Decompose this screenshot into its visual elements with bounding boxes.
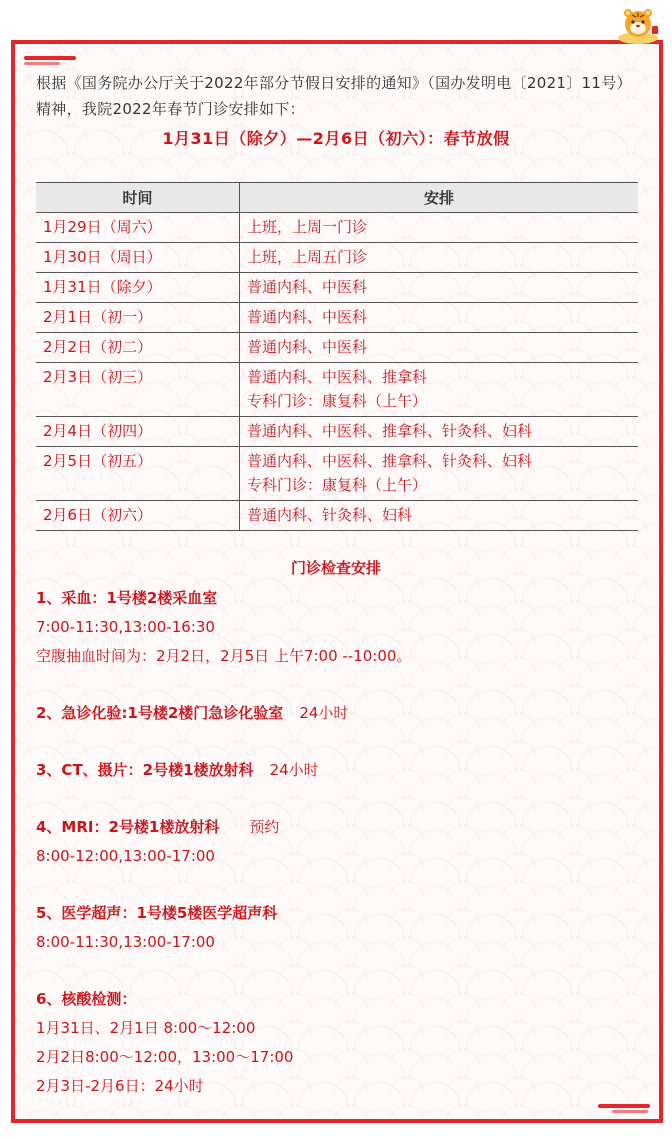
row-date: 2月5日（初五）: [36, 447, 240, 501]
emergency-lab-title: 2、急诊化验:1号楼2楼门急诊化验室: [36, 704, 284, 722]
ct-item: [36, 756, 640, 785]
emergency-lab-note: 24小时: [299, 704, 349, 722]
table-row: [36, 243, 638, 273]
arrangement-line: 普通内科、中医科: [247, 338, 368, 356]
row-date: 2月1日（初一）: [36, 303, 240, 333]
row-arrangement: [240, 243, 639, 273]
mri-hours: 8:00-12:00,13:00-17:00: [36, 847, 215, 865]
blood-draw-hours: 7:00-11:30,13:00-16:30: [36, 618, 215, 636]
mri-title: 4、MRI：2号楼1楼放射科: [36, 818, 220, 836]
nucleic-test-line: 2月2日8:00～12:00，13:00～17:00: [36, 1048, 294, 1066]
row-date: 1月30日（周日）: [36, 243, 240, 273]
row-arrangement: [240, 213, 639, 243]
spacer: [36, 785, 640, 813]
fasting-blood-times: 空腹抽血时间为：2月2日，2月5日 上午7:00 --10:00。: [36, 647, 412, 665]
table-header-row: [36, 183, 638, 213]
table-row: [36, 417, 638, 447]
spacer: [36, 728, 640, 756]
ultrasound-title: 5、医学超声：1号楼5楼医学超声科: [36, 904, 278, 922]
table-row: [36, 501, 638, 531]
row-date: 1月31日（除夕）: [36, 273, 240, 303]
row-date: 2月2日（初二）: [36, 333, 240, 363]
mri-note: 预约: [249, 818, 280, 836]
corner-decoration-bottom-right: [598, 1104, 650, 1108]
arrangement-line: 普通内科、针灸科、妇科: [247, 506, 413, 524]
row-arrangement: [240, 363, 639, 417]
mri-item: [36, 813, 640, 842]
nucleic-test-title: 6、核酸检测：: [36, 990, 137, 1008]
row-date: 2月6日（初六）: [36, 501, 240, 531]
nucleic-test-line: 2月3日-2月6日：24小时: [36, 1077, 204, 1095]
row-arrangement: [240, 303, 639, 333]
tiger-mascot-icon: [612, 4, 664, 44]
row-arrangement: [240, 501, 639, 531]
spacer: [36, 957, 640, 985]
blood-draw-title: 1、采血：1号楼2楼采血室: [36, 589, 218, 607]
exam-section-title: 门诊检查安排: [290, 559, 381, 577]
table-row: [36, 213, 638, 243]
corner-decoration-top-left-thin: [24, 62, 60, 65]
ct-title: 3、CT、摄片：2号楼1楼放射科: [36, 761, 254, 779]
row-date: 2月4日（初四）: [36, 417, 240, 447]
holiday-schedule-table: [36, 182, 638, 531]
column-header-time: 时间: [36, 183, 240, 213]
table-row: [36, 273, 638, 303]
arrangement-line: 上班，上周五门诊: [247, 248, 368, 266]
ultrasound-hours: 8:00-11:30,13:00-17:00: [36, 933, 215, 951]
column-header-arrangement: 安排: [240, 183, 639, 213]
holiday-headline: 1月31日（除夕）—2月6日（初六）：春节放假: [162, 129, 510, 148]
arrangement-line: 普通内科、中医科: [247, 308, 368, 326]
row-date: 2月3日（初三）: [36, 363, 240, 417]
corner-decoration-bottom-right-thin: [612, 1110, 648, 1113]
spacer: [36, 671, 640, 699]
arrangement-line: 普通内科、中医科、推拿科、针灸科、妇科: [247, 422, 533, 440]
spacer: [36, 871, 640, 899]
row-arrangement: [240, 417, 639, 447]
arrangement-line: 普通内科、中医科、推拿科、针灸科、妇科: [247, 452, 533, 470]
intro-paragraph: 根据《国务院办公厅关于2022年部分节假日安排的通知》（国办发明电〔2021〕11号）精神，我院2022年春节门诊安排如下：: [36, 74, 632, 118]
row-arrangement: [240, 447, 639, 501]
table-row: [36, 333, 638, 363]
arrangement-line: 普通内科、中医科: [247, 278, 368, 296]
arrangement-line: 专科门诊：康复科（上午）: [247, 476, 428, 494]
nucleic-test-line: 1月31日、2月1日 8:00～12:00: [36, 1019, 256, 1037]
arrangement-line: 上班，上周一门诊: [247, 218, 368, 236]
row-date: 1月29日（周六）: [36, 213, 240, 243]
table-row: [36, 363, 638, 417]
corner-decoration-top-left: [24, 56, 76, 60]
table-row: [36, 303, 638, 333]
row-arrangement: [240, 333, 639, 363]
ct-note: 24小时: [269, 761, 319, 779]
row-arrangement: [240, 273, 639, 303]
arrangement-line: 普通内科、中医科、推拿科: [247, 368, 428, 386]
arrangement-line: 专科门诊：康复科（上午）: [247, 392, 428, 410]
table-row: [36, 447, 638, 501]
emergency-lab-item: [36, 699, 640, 728]
exam-items: [36, 584, 640, 1101]
